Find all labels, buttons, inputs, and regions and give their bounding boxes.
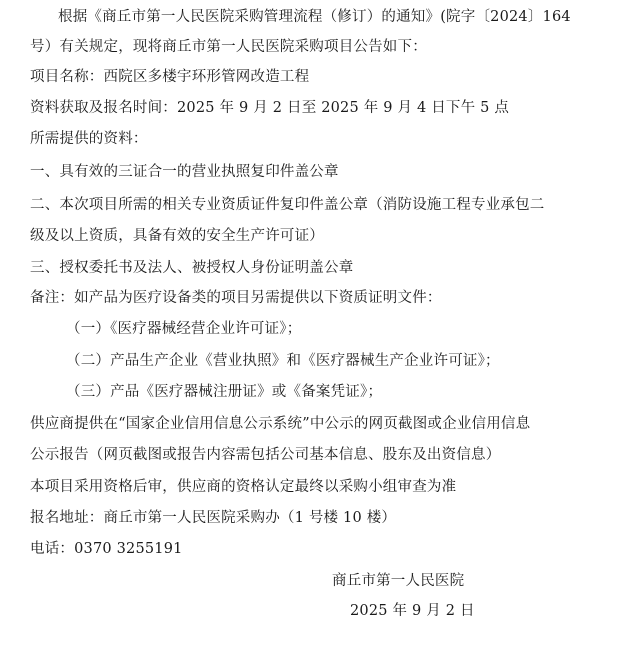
remark-item-2: （二）产品生产企业《营业执照》和《医疗器械生产企业许可证》；: [66, 353, 500, 369]
credit-line-2: 公示报告（网页截图或报告内容需包括公司基本信息、股东及出资信息）: [30, 447, 501, 463]
requirement-2-line-2: 级及以上资质，具备有效的安全生产许可证）: [30, 228, 324, 244]
required-heading: 所需提供的资料：: [30, 131, 148, 147]
remark-item-3: （三）产品《医疗器械注册证》或《备案凭证》；: [66, 384, 383, 400]
intro-line-2: 号）有关规定，现将商丘市第一人民医院采购项目公告如下：: [30, 39, 427, 55]
signature-organization: 商丘市第一人民医院: [332, 573, 465, 589]
requirement-3: 三、授权委托书及法人、被授权人身份证明盖公章: [30, 260, 354, 276]
requirement-2-line-1: 二、本次项目所需的相关专业资质证件复印件盖公章（消防设施工程专业承包二: [30, 197, 545, 213]
remark-item-1: （一）《医疗器械经营企业许可证》；: [66, 321, 302, 337]
remark: 备注：如产品为医疗设备类的项目另需提供以下资质证明文件：: [30, 290, 442, 306]
registration-address: 报名地址：商丘市第一人民医院采购办（1 号楼 10 楼）: [30, 510, 397, 526]
phone-number: 电话：0370 3255191: [30, 541, 183, 557]
schedule: 资料获取及报名时间：2025 年 9 月 2 日至 2025 年 9 月 4 日下午 5 点: [30, 100, 510, 116]
intro-line-1: 根据《商丘市第一人民医院采购管理流程（修订）的通知》(院字〔2024〕164: [58, 9, 571, 25]
credit-line-1: 供应商提供在“国家企业信用信息公示系统”中公示的网页截图或企业信用信息: [30, 416, 531, 432]
requirement-1: 一、具有效的三证合一的营业执照复印件盖公章: [30, 164, 339, 180]
review-statement: 本项目采用资格后审，供应商的资格认定最终以采购小组审查为准: [30, 479, 457, 495]
project-name: 项目名称：西院区多楼宇环形管网改造工程: [30, 69, 310, 85]
signature-date: 2025 年 9 月 2 日: [350, 603, 475, 619]
